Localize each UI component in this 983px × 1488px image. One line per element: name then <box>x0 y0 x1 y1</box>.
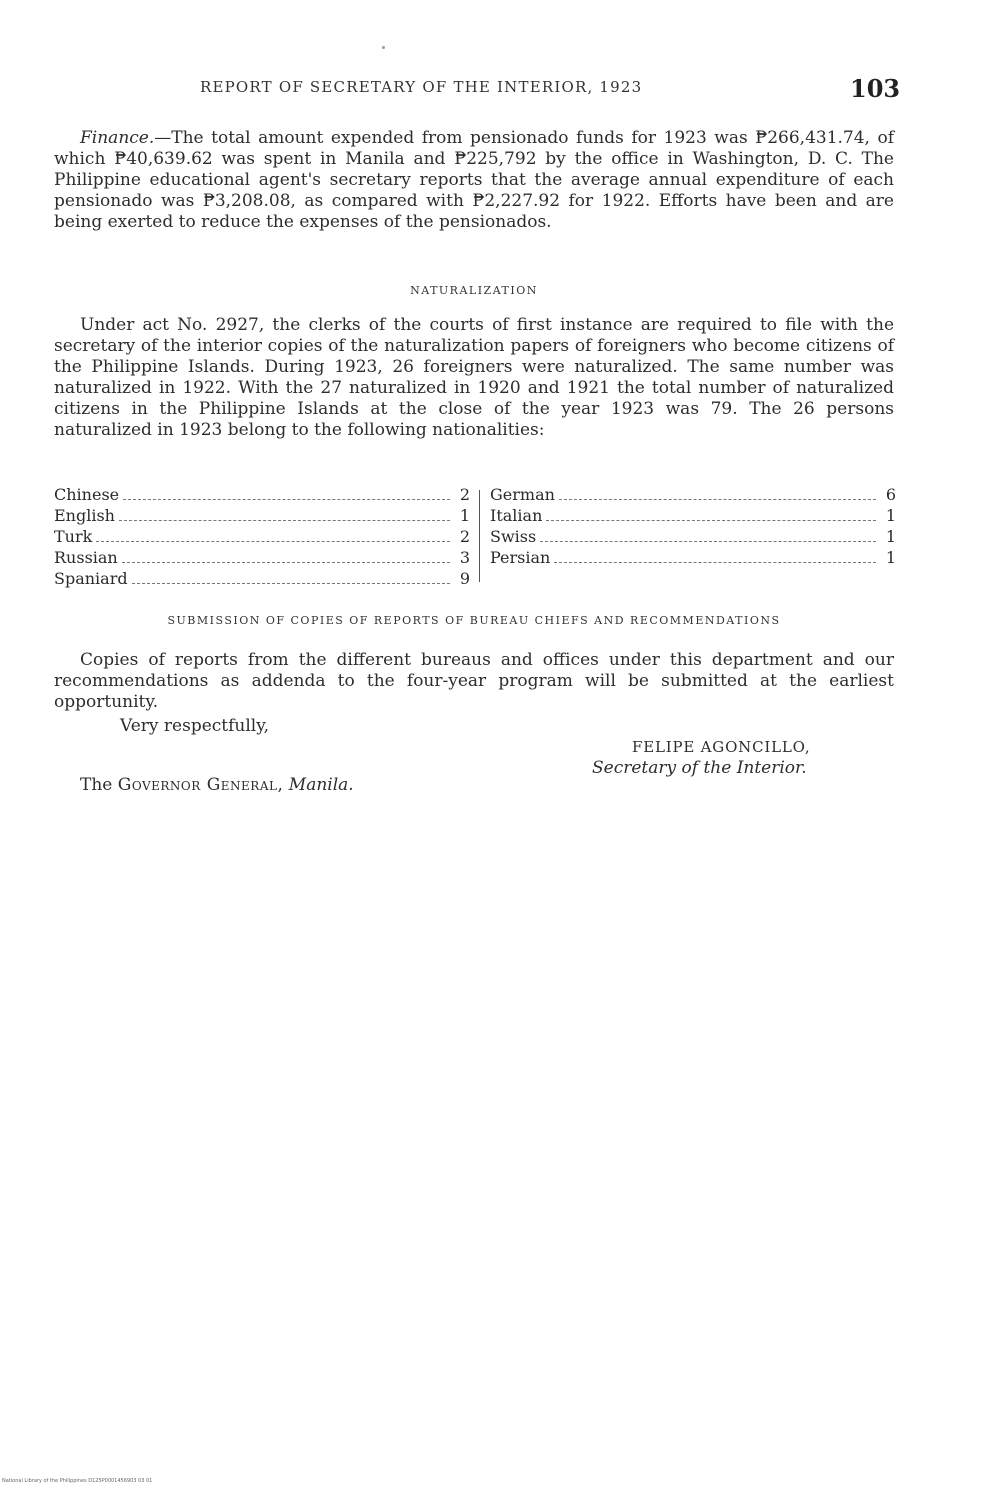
signer-title: Secretary of the Interior. <box>592 758 807 778</box>
nationality-name: Chinese <box>54 485 120 504</box>
nationality-count: 1 <box>885 548 896 567</box>
leader-dots <box>96 541 450 542</box>
nationality-count: 1 <box>459 506 470 525</box>
page-number: 103 <box>850 74 901 103</box>
leader-dots <box>122 562 450 563</box>
leader-dots <box>132 583 450 584</box>
nationality-count: 9 <box>459 569 470 588</box>
finance-body: —The total amount expended from pensionado funds for 1923 was ₱266,431.74, of which ₱40,639.62 was spent in Manila and ₱225,792 by the office in Washington, D. C. The Philippine educational agent's secretary reports that the average annual expenditure of each pensionado was ₱3,208.08, as compared with ₱2,227.92 for 1922. Efforts have been and are being exerted to reduce the expenses of the pensionados. <box>54 128 894 232</box>
closing-salutation: Very respectfully, <box>120 716 269 736</box>
nationality-row <box>490 526 896 547</box>
leader-dots <box>554 562 876 563</box>
naturalization-paragraph: Under act No. 2927, the clerks of the courts of first instance are required to file with the secretary of the interior copies of the naturalization papers of foreigners who become citizens of the Philippine Islands. During 1923, 26 foreigners were naturalized. The same number was naturalized in 1922. With the 27 naturalized in 1920 and 1921 the total number of naturalized citizens in the Philippine Islands at the close of the year 1923 was 79. The 26 persons naturalized in 1923 belong to the following nationalities: <box>54 315 894 440</box>
nationality-name: Russian <box>54 548 118 567</box>
leader-dots <box>123 499 450 500</box>
nationality-name: English <box>54 506 115 525</box>
naturalization-heading: NATURALIZATION <box>410 284 538 297</box>
nationality-row <box>54 526 470 547</box>
nationalities-left-column <box>54 484 470 589</box>
scan-credit: National Library of the Philippines D125P0001456903 03 01 <box>2 1478 153 1484</box>
nationality-row <box>54 505 470 526</box>
nationality-count: 1 <box>885 506 896 525</box>
column-divider <box>479 490 480 582</box>
leader-dots <box>119 520 450 521</box>
signer-name: FELIPE AGONCILLO, <box>632 738 811 756</box>
addressee-rank: Governor General, <box>117 775 284 795</box>
nationality-name: Persian <box>490 548 551 567</box>
addressee-prefix: The <box>80 775 113 795</box>
nationality-name: Spaniard <box>54 569 128 588</box>
nationalities-right-column <box>490 484 896 568</box>
leader-dots <box>540 541 876 542</box>
nationality-row <box>490 505 896 526</box>
nationality-row <box>54 568 470 589</box>
nationality-name: Swiss <box>490 527 537 546</box>
nationality-name: German <box>490 485 555 504</box>
nationality-row <box>490 484 896 505</box>
nationality-row <box>54 547 470 568</box>
nationality-row <box>54 484 470 505</box>
submission-heading: SUBMISSION OF COPIES OF REPORTS OF BUREAU CHIEFS AND RECOMMENDATIONS <box>167 614 781 627</box>
nationalities-table <box>54 484 896 588</box>
leader-dots <box>559 499 876 500</box>
running-title: REPORT OF SECRETARY OF THE INTERIOR, 1923 <box>200 78 643 96</box>
nationality-count: 6 <box>885 485 896 504</box>
finance-lead: Finance. <box>80 128 155 148</box>
finance-paragraph <box>54 128 894 233</box>
nationality-count: 2 <box>459 527 470 546</box>
addressee-line <box>80 775 354 795</box>
scan-speck <box>382 46 385 49</box>
nationality-name: Turk <box>54 527 93 546</box>
nationality-count: 1 <box>885 527 896 546</box>
nationality-row <box>490 547 896 568</box>
submission-paragraph: Copies of reports from the different bureaus and offices under this department and our recommendations as addenda to the four-year program will be submitted at the earliest opportunity. <box>54 650 894 712</box>
leader-dots <box>546 520 876 521</box>
nationality-count: 2 <box>459 485 470 504</box>
nationality-count: 3 <box>459 548 470 567</box>
nationality-name: Italian <box>490 506 543 525</box>
addressee-city: Manila. <box>288 775 354 795</box>
